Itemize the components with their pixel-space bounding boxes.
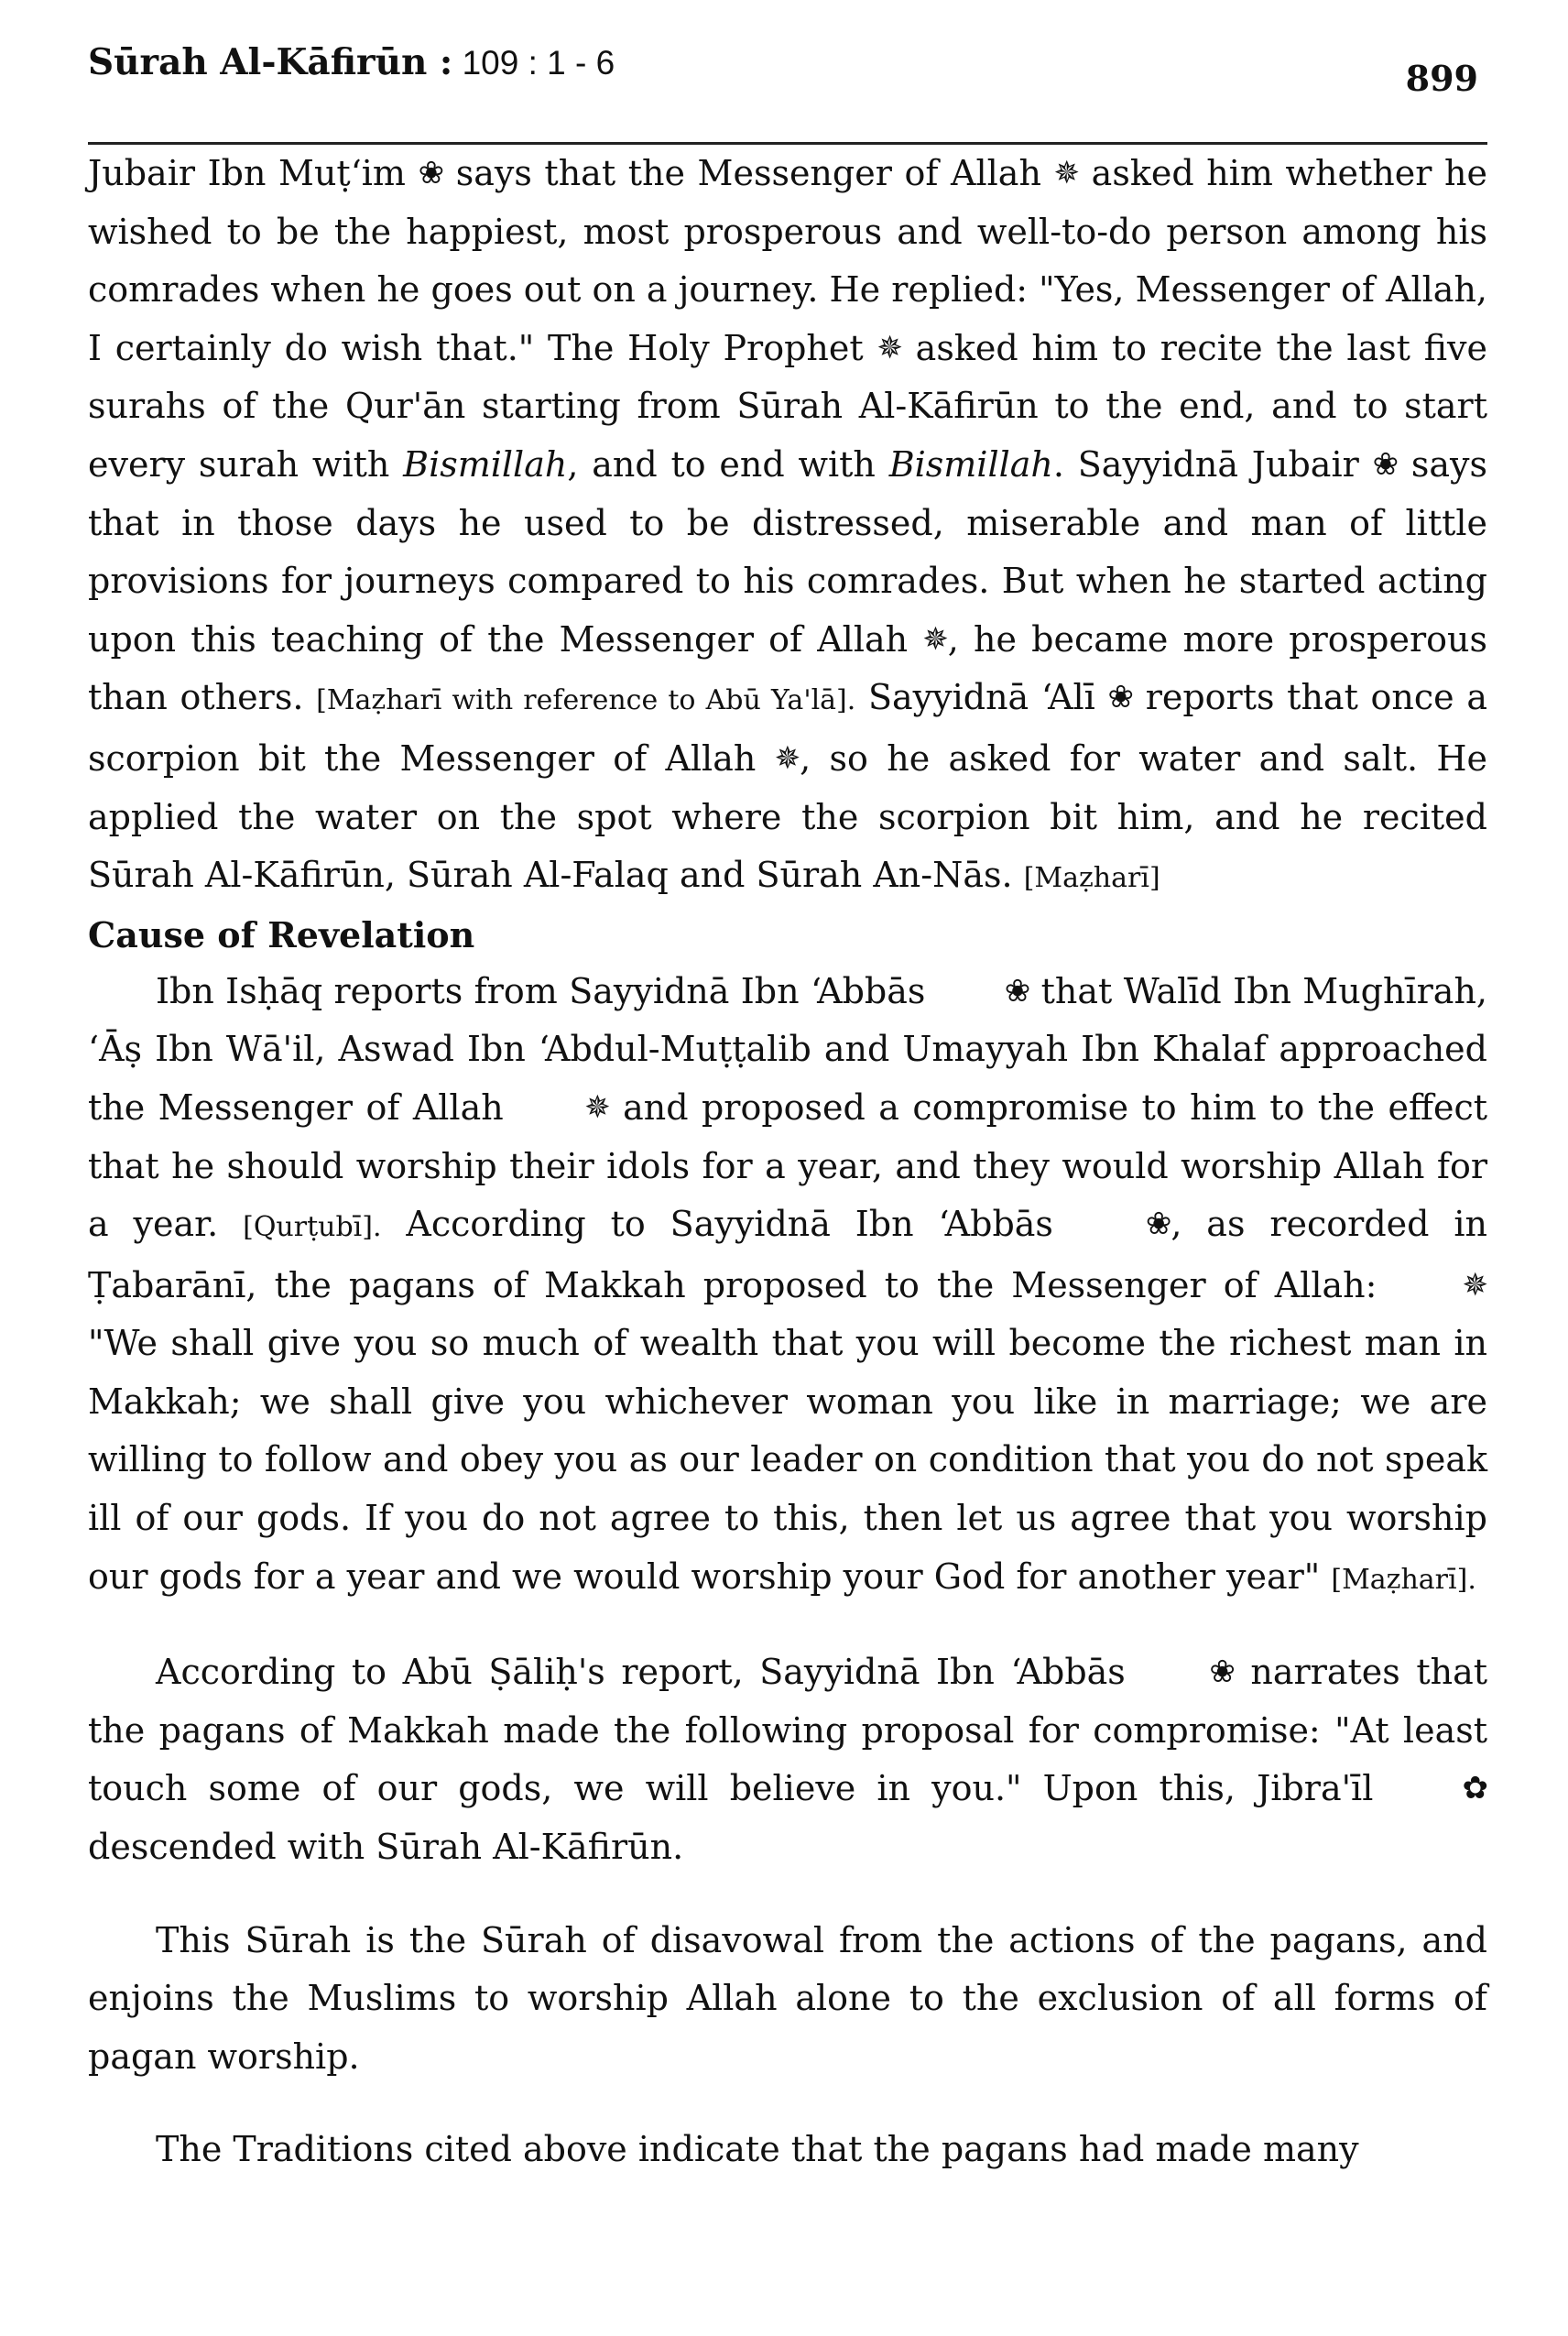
paragraph-abu-salih xyxy=(88,1643,1487,1876)
radiyallahu-anhu-icon: ❀ xyxy=(1004,972,1030,1010)
radiyallahu-anhu-icon: ❀ xyxy=(1209,1654,1235,1691)
radiyallahu-anhu-icon: ❀ xyxy=(1372,445,1399,483)
paragraph-jubair xyxy=(88,145,1487,908)
sallallahu-alaihi-wa-sallam-icon: ✵ xyxy=(1462,1266,1487,1304)
paragraph-traditions: The Traditions cited above indicate that the pagans had made many xyxy=(156,2129,1359,2170)
verse-reference: 109 : 1 - 6 xyxy=(452,44,615,82)
text-run: , so he asked for water and salt. He applied the water on the spot where the scorpion bit him, and he recited Sūrah Al-Kāfirūn, Sūrah Al-Falaq and Sūrah An-Nās. xyxy=(88,737,1487,896)
text-run: says that the Messenger of Allah xyxy=(443,153,1054,193)
radiyallahu-anhu-icon: ❀ xyxy=(1145,1206,1171,1243)
text-run: , as recorded in Ṭabarānī, the pagans of Makkah proposed to the Messenger of Allah: xyxy=(88,1204,1487,1305)
text-run: asked him whether he wished to be the happiest, most prosperous and well-to-do person among his comrades when he goes out on a journey. He replied: "Yes, Messenger of Allah, I certainly do wish that." The Holy Prophet xyxy=(88,153,1487,368)
italic-term: Bismillah xyxy=(888,443,1053,485)
text-run: According to Sayyidnā Ibn ‘Abbās xyxy=(381,1204,1078,1245)
text-run: asked him to recite the last five surahs of the Qur'ān starting from Sūrah Al-Kāfirūn to the end, and to start every surah with xyxy=(88,327,1487,485)
text-run: and proposed a compromise to him to the effect that he should worship their idols for a year, and they would worship Allah for a year. xyxy=(88,1086,1487,1245)
text-run: that Walīd Ibn Mughīrah, ‘Āṣ Ibn Wā'il, Aswad Ibn ‘Abdul-Muṭṭalib and Umayyah Ibn Khalaf approached the Messenger of Allah xyxy=(88,970,1487,1128)
text-run: descended with Sūrah Al-Kāfirūn. xyxy=(88,1827,684,1868)
text-run: says that in those days he used to be distressed, miserable and man of little provisions for journeys compared to his comrades. But when he started acting upon this teaching of the Messenger of Allah xyxy=(88,443,1487,660)
sallallahu-alaihi-wa-sallam-icon: ✵ xyxy=(922,620,948,658)
text-run: According to Abū Ṣāliḥ's report, Sayyidnā Ibn ‘Abbās xyxy=(156,1652,1142,1693)
text-run: Jubair Ibn Muṭ‘im xyxy=(88,153,419,193)
text-run: reports that once a scorpion bit the Messenger of Allah xyxy=(88,677,1487,779)
citation: [Qurṭubī]. xyxy=(243,1211,382,1244)
citation: [Maẓharī]. xyxy=(1331,1563,1476,1596)
text-run: narrates that the pagans of Makkah made the following proposal for compromise: "At least touch some of our gods, we will believe in you." Upon this, Jibra'īl xyxy=(88,1652,1487,1809)
text-run: , and to end with xyxy=(567,443,889,485)
radiyallahu-anhu-icon: ❀ xyxy=(1107,679,1134,716)
text-run: . Sayyidnā Jubair xyxy=(1052,443,1373,485)
text-run: Sayyidnā ‘Alī xyxy=(855,677,1108,718)
surah-title: Sūrah Al-Kāfirūn : xyxy=(88,41,453,83)
body-text xyxy=(88,145,1487,2179)
sallallahu-alaihi-wa-sallam-icon: ✵ xyxy=(877,329,902,366)
citation: [Maẓharī] xyxy=(1023,862,1160,895)
alaihis-salam-icon: ✿ xyxy=(1462,1770,1487,1807)
page-number: 899 xyxy=(1405,58,1478,99)
book-page xyxy=(88,0,1487,2336)
sallallahu-alaihi-wa-sallam-icon: ✵ xyxy=(1053,155,1080,191)
paragraph-ibn-ishaq xyxy=(88,963,1487,1610)
text-run: , he became more prosperous than others. xyxy=(88,618,1487,718)
italic-term: Bismillah xyxy=(403,443,568,485)
running-head xyxy=(88,33,1487,115)
radiyallahu-anhu-icon: ❀ xyxy=(418,155,444,191)
running-title xyxy=(88,40,615,85)
text-run: Ibn Isḥāq reports from Sayyidnā Ibn ‘Abbās xyxy=(156,970,937,1011)
section-heading: Cause of Revelation xyxy=(88,913,475,955)
sallallahu-alaihi-wa-sallam-icon: ✵ xyxy=(584,1088,610,1126)
text-run: "We shall give you so much of wealth that you will become the richest man in Makkah; we shall give you whichever woman you like in marriage; we are willing to follow and obey you as our leader on condition that you do not speak ill of our gods. If you do not agree to this, then let us agree that you worship our gods for a year and we would worship your God for another year" xyxy=(88,1323,1487,1597)
sallallahu-alaihi-wa-sallam-icon: ✵ xyxy=(774,739,800,777)
paragraph-disavowal: This Sūrah is the Sūrah of disavowal from the actions of the pagans, and enjoins the Muslims to worship Allah alone to the exclusion of all forms of pagan worship. xyxy=(88,1919,1487,2077)
citation: [Maẓharī with reference to Abū Ya'lā]. xyxy=(316,684,856,717)
